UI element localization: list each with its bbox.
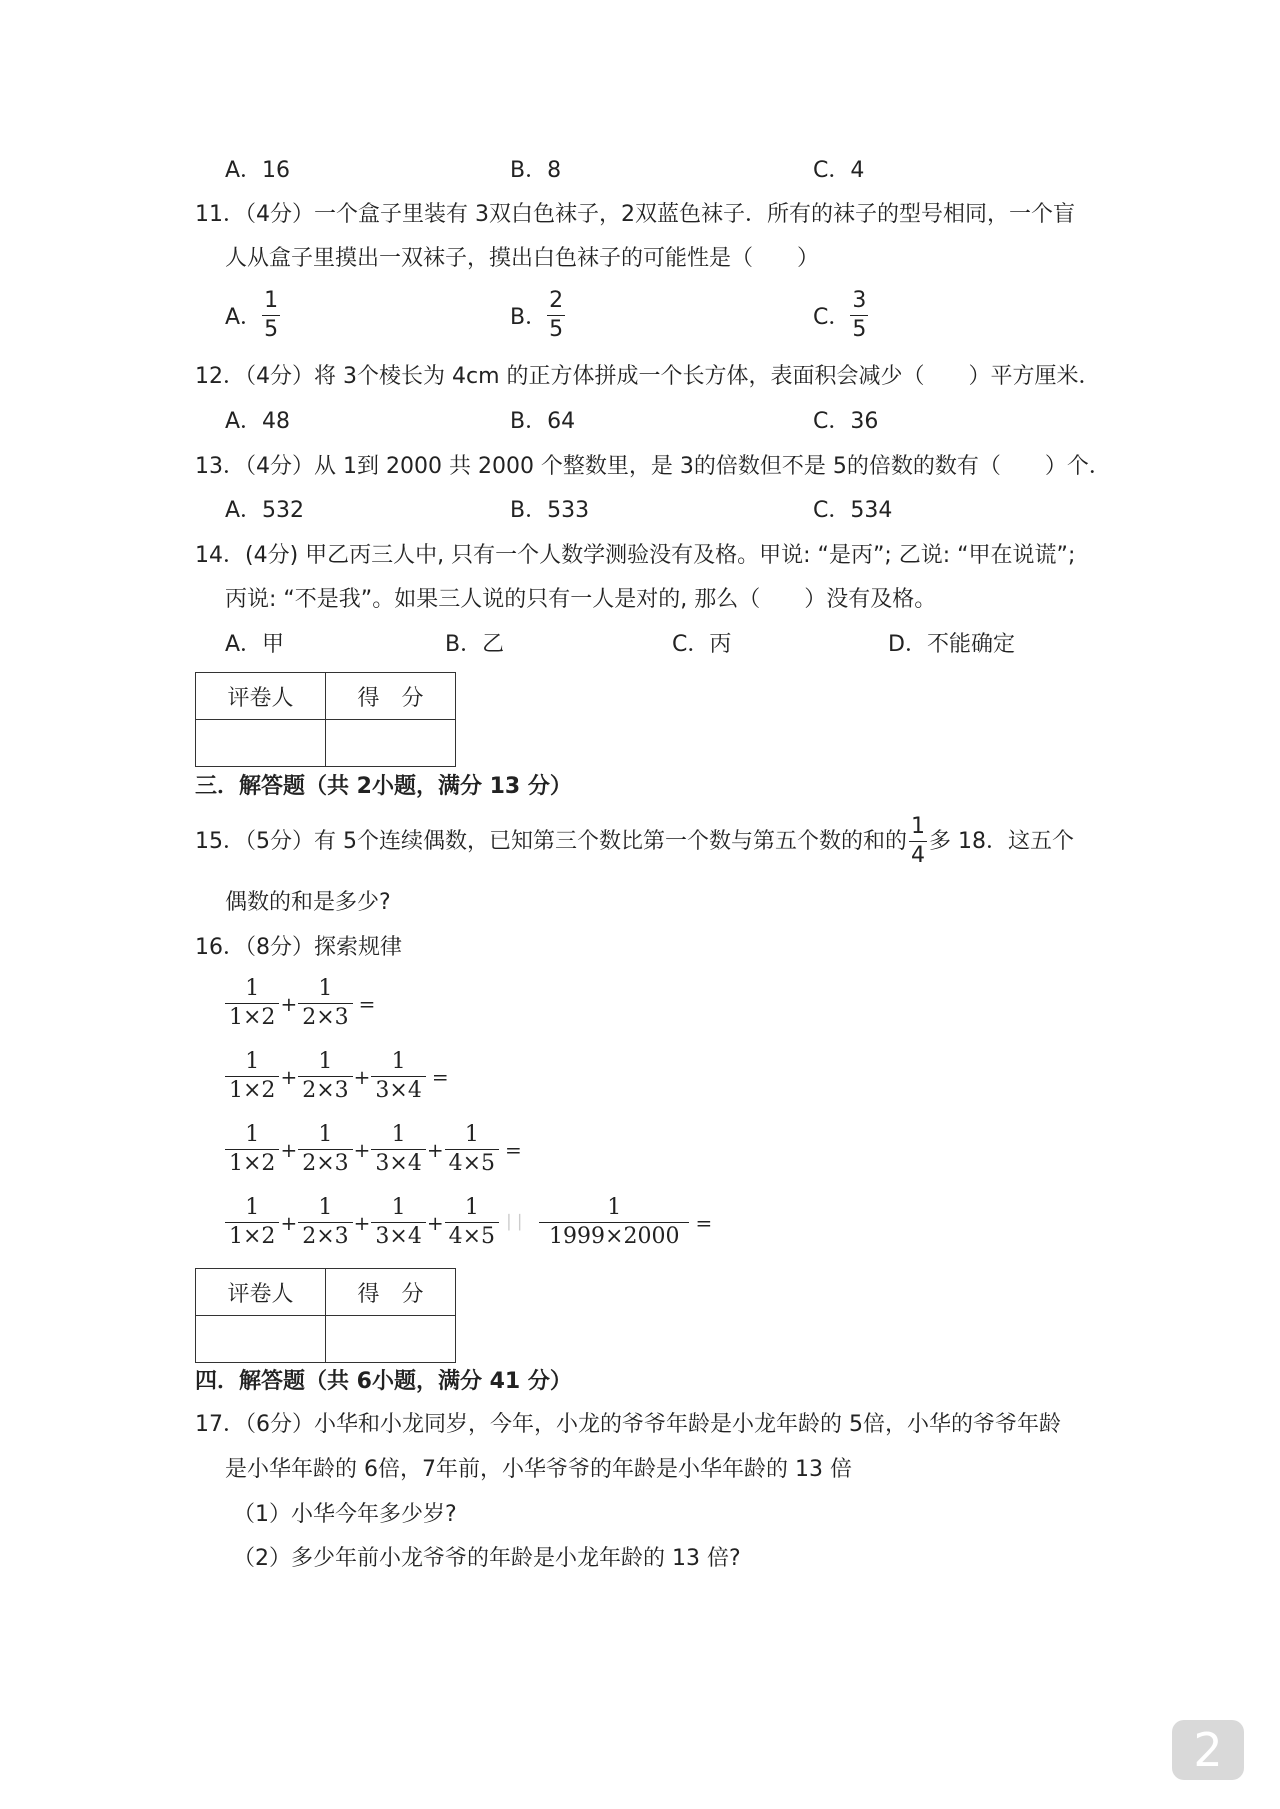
q16-equation-3	[225, 1124, 522, 1175]
q13-option-b: B．533	[510, 498, 590, 523]
fraction-1-2	[225, 1051, 279, 1102]
q12-option-c: C．36	[813, 409, 879, 434]
denominator: 2×3	[298, 1076, 352, 1102]
q11-option-a	[225, 290, 280, 341]
fraction-2-3	[298, 1124, 352, 1175]
fraction-4-5	[445, 1197, 499, 1248]
denominator: 3×4	[371, 1076, 425, 1102]
q11-option-a-prefix: A．	[225, 305, 263, 330]
plus-sign: +	[353, 1064, 371, 1089]
plus-sign: +	[280, 1064, 298, 1089]
fraction-3-4	[371, 1124, 425, 1175]
q10-option-b: B．8	[510, 158, 562, 183]
numerator: 1	[391, 1122, 406, 1147]
fraction-3-4	[371, 1197, 425, 1248]
q11-option-c	[813, 290, 868, 341]
grading-table-1	[195, 672, 456, 767]
plus-sign: +	[280, 991, 298, 1016]
q14-option-b: B．乙	[445, 632, 505, 657]
q13-option-c: C．534	[813, 498, 893, 523]
q13-line-1: 13．（4分）从 1到 2000 共 2000 个整数里，是 3的倍数但不是 5的倍数的数有（ ）个．	[195, 454, 1111, 479]
q17-subquestion-1: （1）小华今年多少岁?	[233, 1502, 457, 1527]
numerator: 1	[318, 1195, 333, 1220]
numerator: 1	[245, 1195, 260, 1220]
grader-cell	[196, 1316, 326, 1363]
fraction-2-3	[298, 978, 352, 1029]
q11-line-2: 人从盒子里摸出一双袜子，摸出白色袜子的可能性是（ ）	[225, 246, 820, 271]
q11-option-c-denominator: 5	[852, 317, 867, 342]
plus-sign: +	[280, 1210, 298, 1235]
grader-cell	[196, 720, 326, 767]
denominator: 3×4	[371, 1222, 425, 1248]
plus-sign: +	[426, 1137, 444, 1162]
q16-equation-4	[225, 1197, 712, 1248]
numerator: 1	[318, 1049, 333, 1074]
denominator: 2×3	[298, 1003, 352, 1029]
plus-sign: +	[280, 1137, 298, 1162]
q11-option-a-denominator: 5	[264, 317, 279, 342]
denominator: 4×5	[445, 1149, 499, 1175]
q17-subquestion-2: （2）多少年前小龙爷爷的年龄是小龙年龄的 13 倍?	[233, 1546, 741, 1571]
numerator: 1	[318, 976, 333, 1001]
q11-option-b-numerator: 2	[549, 288, 564, 313]
q17-line-1: 17．（6分）小华和小龙同岁，今年，小龙的爷爷年龄是小龙年龄的 5倍，小华的爷爷年龄	[195, 1412, 1061, 1437]
fraction-1-2	[225, 1197, 279, 1248]
ellipsis-artifact: ▏▏	[508, 1214, 530, 1231]
denominator: 1×2	[225, 1003, 279, 1029]
q11-option-c-fraction	[850, 290, 868, 341]
numerator: 1	[245, 1122, 260, 1147]
q10-option-a: A．16	[225, 158, 291, 183]
denominator: 1×2	[225, 1222, 279, 1248]
q12-line-1: 12．（4分）将 3个棱长为 4cm 的正方体拼成一个长方体，表面积会减少（ ）平方厘米．	[195, 364, 1101, 389]
section-4-heading: 四．解答题（共 6小题，满分 41 分）	[195, 1369, 572, 1394]
numerator: 1	[318, 1122, 333, 1147]
q11-option-b-denominator: 5	[549, 317, 564, 342]
q14-line-2: 丙说: “不是我”。如果三人说的只有一人是对的, 那么（ ）没有及格。	[225, 587, 937, 612]
section-3-heading: 三．解答题（共 2小题，满分 13 分）	[195, 774, 572, 799]
grader-label: 评卷人	[196, 1269, 326, 1316]
q11-option-c-numerator: 3	[852, 288, 867, 313]
q16-title: 16．（8分）探索规律	[195, 935, 402, 960]
q17-line-2: 是小华年龄的 6倍，7年前，小华爷爷的年龄是小华年龄的 13 倍	[225, 1457, 852, 1482]
fraction-3-4	[371, 1051, 425, 1102]
numerator: 1	[245, 976, 260, 1001]
fraction-1-2	[225, 1124, 279, 1175]
score-label: 得 分	[326, 673, 456, 720]
q11-option-b-prefix: B．	[510, 305, 548, 330]
plus-sign: +	[353, 1210, 371, 1235]
q14-option-d: D．不能确定	[888, 632, 1015, 657]
numerator: 1	[391, 1049, 406, 1074]
numerator: 1	[607, 1195, 622, 1220]
q11-line-1: 11．（4分）一个盒子里装有 3双白色袜子，2双蓝色袜子．所有的袜子的型号相同，一个盲	[195, 202, 1075, 227]
numerator: 1	[391, 1195, 406, 1220]
q11-option-b	[510, 290, 565, 341]
denominator: 2×3	[298, 1222, 352, 1248]
q15-text-after: 多 18．这五个	[928, 828, 1074, 854]
q11-option-a-numerator: 1	[264, 288, 279, 313]
q15-fraction-numerator: 1	[910, 814, 925, 839]
numerator: 1	[464, 1195, 479, 1220]
grader-label: 评卷人	[196, 673, 326, 720]
denominator: 1×2	[225, 1076, 279, 1102]
q11-option-b-fraction	[547, 290, 565, 341]
fraction-1999-2000	[539, 1197, 689, 1248]
denominator: 1999×2000	[539, 1222, 689, 1248]
fraction-2-3	[298, 1051, 352, 1102]
page-number-badge: 2	[1172, 1720, 1244, 1780]
q10-option-c: C．4	[813, 158, 865, 183]
plus-sign: +	[426, 1210, 444, 1235]
q14-line-1: 14．(4分) 甲乙丙三人中, 只有一个人数学测验没有及格。甲说: “是丙”; 乙说: “甲在说谎”;	[195, 543, 1076, 568]
q16-equation-1	[225, 978, 375, 1029]
fraction-2-3	[298, 1197, 352, 1248]
equals-sign: =	[358, 991, 376, 1016]
q15-line-2: 偶数的和是多少?	[225, 890, 391, 915]
q13-option-a: A．532	[225, 498, 305, 523]
q12-option-b: B．64	[510, 409, 576, 434]
fraction-4-5	[445, 1124, 499, 1175]
numerator: 1	[245, 1049, 260, 1074]
denominator: 1×2	[225, 1149, 279, 1175]
plus-sign: +	[353, 1137, 371, 1162]
grading-table-2	[195, 1268, 456, 1363]
q14-option-a: A．甲	[225, 632, 285, 657]
equals-sign: =	[431, 1064, 449, 1089]
q15-line-1	[195, 816, 1074, 867]
denominator: 2×3	[298, 1149, 352, 1175]
q11-option-a-fraction	[262, 290, 280, 341]
q14-option-c: C．丙	[672, 632, 732, 657]
denominator: 4×5	[445, 1222, 499, 1248]
q11-option-c-prefix: C．	[813, 305, 851, 330]
q16-equation-2	[225, 1051, 449, 1102]
equals-sign: =	[505, 1137, 522, 1162]
numerator: 1	[464, 1122, 479, 1147]
denominator: 3×4	[371, 1149, 425, 1175]
q15-fraction	[909, 816, 927, 867]
score-label: 得 分	[326, 1269, 456, 1316]
score-cell	[326, 720, 456, 767]
equals-sign: =	[695, 1210, 713, 1235]
q12-option-a: A．48	[225, 409, 291, 434]
q15-text-before: 15．（5分）有 5个连续偶数，已知第三个数比第一个数与第五个数的和的	[195, 828, 907, 854]
q15-fraction-denominator: 4	[910, 843, 925, 868]
fraction-1-2	[225, 978, 279, 1029]
score-cell	[326, 1316, 456, 1363]
